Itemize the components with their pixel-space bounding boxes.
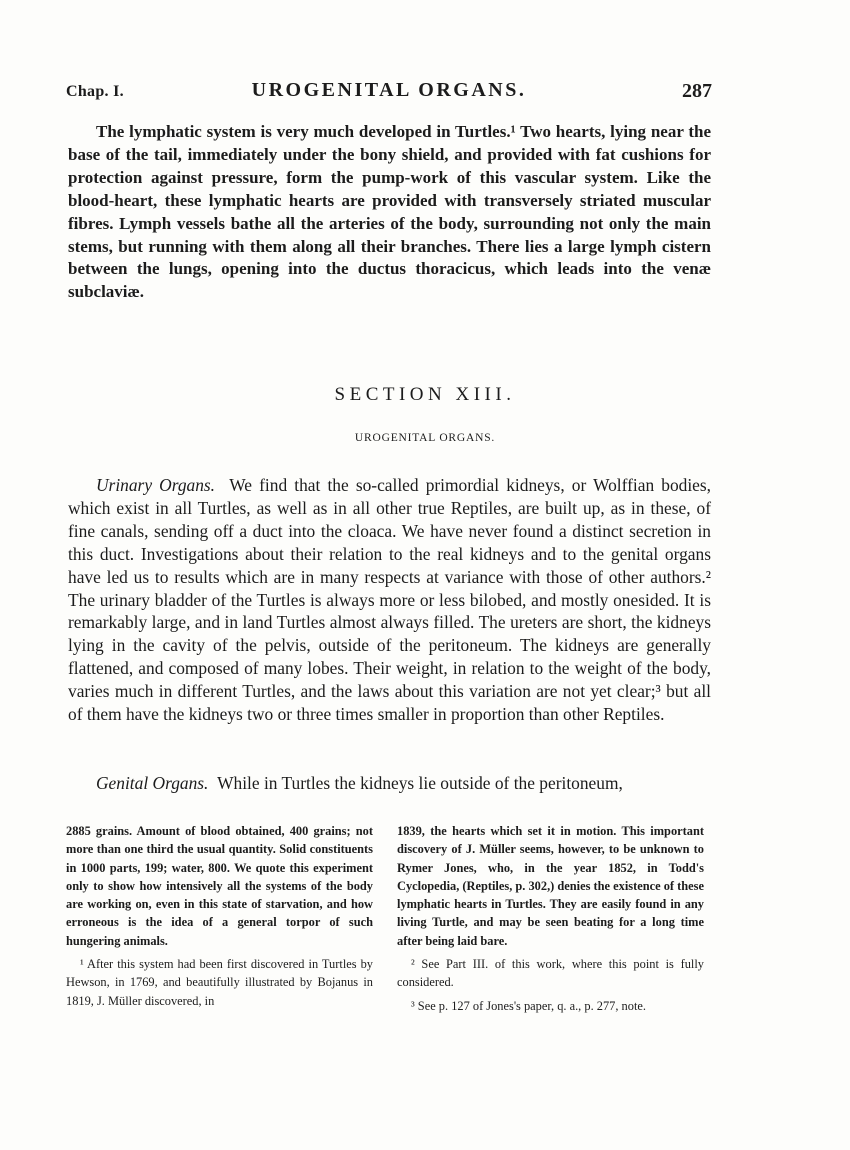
footnote-2: ² See Part III. of this work, where this point is fully considered. <box>397 957 704 990</box>
genital-organs-heading: Genital Organs. <box>96 773 209 793</box>
running-title: UROGENITAL ORGANS. <box>251 79 527 101</box>
footnote-1: ¹ After this system had been first discovered in Turtles by Hewson, in 1769, and beautifully illustrated by Bojanus in 1819, J. Müller discovered, in <box>66 957 373 1008</box>
urinary-organs-paragraph <box>68 474 711 726</box>
running-head <box>66 79 712 103</box>
lymphatic-paragraph: The lymphatic system is very much developed in Turtles.¹ Two hearts, lying near the base of the tail, immediately under the bony shield, and provided with fat cushions for protection against pressure, form the pump-work of this vascular system. Like the blood-heart, these lymphatic hearts are provided with transversely striated muscular fibres. Lymph vessels bathe all the arteries of the body, surrounding not only the main stems, but running with them along all their branches. There lies a large lymph cistern between the lungs, opening into the ductus thoracicus, which leads into the venæ subclaviæ. <box>68 122 711 302</box>
urinary-organs-text: We find that the so-called primordial kidneys, or Wolffian bodies, which exist in all Turtles, as well as in all other true Reptiles, are built up, as in these, of fine canals, sending off a duct into the cloaca. We have never found a distinct secretion in this duct. Investigations about their relation to the real kidneys and to the genital organs have led us to results which are in many respects at variance with those of other authors.² The urinary bladder of the Turtles is always more or less bilobed, and mostly onesided. It is remarkably large, and in land Turtles almost always filled. The ureters are short, the kidneys lying in the cavity of the pelvis, outside of the peritoneum. The kidneys are generally flattened, and composed of many lobes. Their weight, in relation to the weight of the body, varies much in different Turtles, and the laws about this variation are not yet clear;³ but all of them have the kidneys two or three times smaller in proportion than other Reptiles. <box>68 475 712 725</box>
section-subtitle: UROGENITAL ORGANS. <box>354 432 496 444</box>
footnote-column-left <box>66 822 373 1010</box>
footnote-column-right <box>397 822 704 1015</box>
genital-organs-paragraph <box>68 772 711 795</box>
page-number: 287 <box>682 80 712 102</box>
urinary-organs-heading: Urinary Organs. <box>96 475 216 495</box>
section-title: SECTION XIII. <box>334 384 516 405</box>
chapter-label: Chap. I. <box>66 83 124 100</box>
footnote-1-continuation: 1839, the hearts which set it in motion. This important discovery of J. Müller seems, however, to be unknown to Rymer Jones, who, in the year 1852, in Todd's Cyclopedia, (Reptiles, p. 302,) denies the existence of these lymphatic hearts in Turtles. They are easily found in any living Turtle, and may be seen beating for a long time after being laid bare. <box>397 824 704 948</box>
genital-organs-text: While in Turtles the kidneys lie outside of the peritoneum, <box>217 773 623 793</box>
footnote-3: ³ See p. 127 of Jones's paper, q. a., p. 277, note. <box>411 998 646 1013</box>
footnote-continuation: 2885 grains. Amount of blood obtained, 400 grains; not more than one third the usual quantity. Solid constituents in 1000 parts, 199; water, 800. We quote this experiment only to show how intensively all the systems of the body are working on, even in this state of starvation, and how erroneous is the idea of a general torpor of such hungering animals. <box>66 824 373 948</box>
